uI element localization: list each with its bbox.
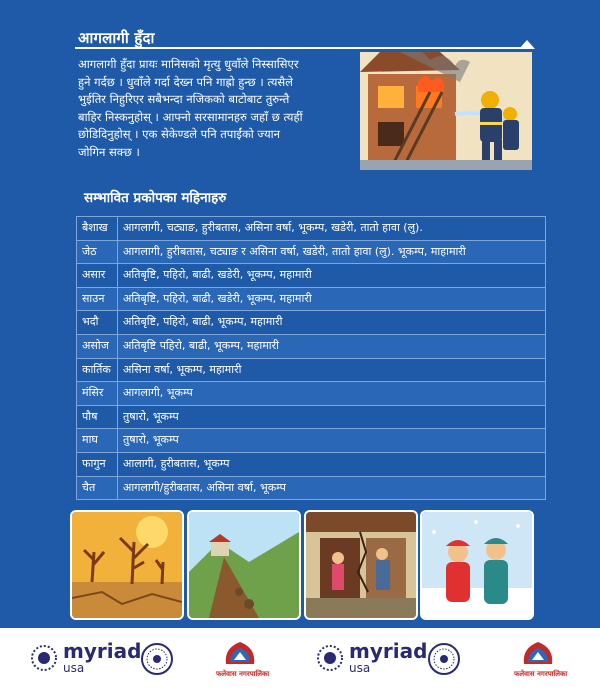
- table-row: [77, 217, 546, 241]
- month-cell: माघ: [77, 429, 118, 453]
- paragraph-line: आगलागी हुँदा प्रायः मानिसको मृत्यु धुवाँले निस्सासिएर: [78, 57, 299, 71]
- table-row: [77, 287, 546, 311]
- month-cell: पौष: [77, 405, 118, 429]
- paragraph-line: भुईतिर निहुरिएर सबैभन्दा नजिकको बाटोबाट तुरुन्तै: [78, 92, 290, 106]
- table-row: [77, 476, 546, 500]
- hazards-cell: तुषारो, भूकम्प: [118, 405, 546, 429]
- paragraph-line: बाहिर निस्कनुहोस् । आफ्नो सरसामानहरु जहाँ छ त्यहीं: [78, 109, 303, 124]
- organization-seal-icon: [140, 642, 174, 676]
- month-cell: बैशाख: [77, 217, 118, 241]
- table-row: [77, 334, 546, 358]
- month-cell: असार: [77, 264, 118, 288]
- myriad-logo-subtext: usa: [63, 661, 85, 675]
- month-cell: मंसिर: [77, 382, 118, 406]
- paragraph-line: छोडिदिनुहोस् । एक सेकेण्डले पनि तपाईंको ज्यान: [78, 127, 281, 141]
- month-cell: असोज: [77, 334, 118, 358]
- hazards-cell: असिना वर्षा, भूकम्प, महामारी: [118, 358, 546, 382]
- landslide-illustration: [187, 510, 301, 620]
- myriad-logo-icon: [316, 644, 344, 672]
- fire-safety-paragraph: [78, 56, 353, 161]
- myriad-logo-subtext: usa: [349, 661, 371, 675]
- table-row: [77, 264, 546, 288]
- hazard-months-table: [76, 216, 546, 500]
- table-row: [77, 240, 546, 264]
- municipality-name: फलेवास नगरपालिका: [514, 670, 568, 678]
- municipality-emblem-icon: [520, 638, 556, 668]
- month-cell: जेठ: [77, 240, 118, 264]
- hazards-cell: अतिबृष्टि, पहिरो, बाढी, खडेरी, भूकम्प, महामारी: [118, 287, 546, 311]
- firefighter-illustration: [360, 52, 532, 170]
- hazards-cell: तुषारो, भूकम्प: [118, 429, 546, 453]
- hazards-cell: आगलागी, हुरीबतास, चट्याङ र असिना वर्षा, खडेरी, तातो हावा (लु). भूकम्प, माहामारी: [118, 240, 546, 264]
- hazards-cell: अतिबृष्टि पहिरो, बाढी, भूकम्प, महामारी: [118, 334, 546, 358]
- table-row: [77, 358, 546, 382]
- hazards-cell: आगलागी, चट्याङ, हुरीबतास, असिना वर्षा, भूकम्प, खडेरी, तातो हावा (लु).: [118, 217, 546, 241]
- myriad-logo-text: myriad: [63, 639, 142, 663]
- table-row: [77, 452, 546, 476]
- section-title: आगलागी हुँदा: [78, 29, 155, 47]
- months-section-title: सम्भावित प्रकोपका महिनाहरु: [84, 190, 227, 206]
- month-cell: फागुन: [77, 452, 118, 476]
- drought-illustration: [70, 510, 184, 620]
- month-cell: चैत: [77, 476, 118, 500]
- table-row: [77, 405, 546, 429]
- paragraph-line: हुने गर्दछ । धुवाँले गर्दा देख्न पनि गाह्रो हुन्छ । त्यसैले: [78, 74, 293, 89]
- hazards-cell: अतिबृष्टि, पहिरो, बाढी, भूकम्प, महामारी: [118, 311, 546, 335]
- hazards-cell: अतिबृष्टि, पहिरो, बाढी, खडेरी, भूकम्प, महामारी: [118, 264, 546, 288]
- paragraph-line: जोगिन सक्छ ।: [78, 144, 140, 159]
- municipality-emblem-icon: [222, 638, 258, 668]
- title-underline-tab: [519, 40, 535, 49]
- title-underline: [75, 47, 525, 49]
- footer-logo-band: [0, 628, 600, 700]
- month-cell: भदौ: [77, 311, 118, 335]
- organization-seal-icon: [427, 642, 461, 676]
- table-row: [77, 311, 546, 335]
- hazards-cell: आलागी, हुरीबतास, भूकम्प: [118, 452, 546, 476]
- myriad-logo-icon: [30, 644, 58, 672]
- municipality-name: फलेवास नगरपालिका: [216, 670, 270, 678]
- month-cell: कार्तिक: [77, 358, 118, 382]
- earthquake-illustration: [304, 510, 418, 620]
- hazards-cell: आगलागी/हुरीबतास, असिना वर्षा, भूकम्प: [118, 476, 546, 500]
- cold-wave-illustration: [420, 510, 534, 620]
- month-cell: साउन: [77, 287, 118, 311]
- table-row: [77, 382, 546, 406]
- table-row: [77, 429, 546, 453]
- hazards-cell: आगलागी, भूकम्प: [118, 382, 546, 406]
- myriad-logo-text: myriad: [349, 639, 428, 663]
